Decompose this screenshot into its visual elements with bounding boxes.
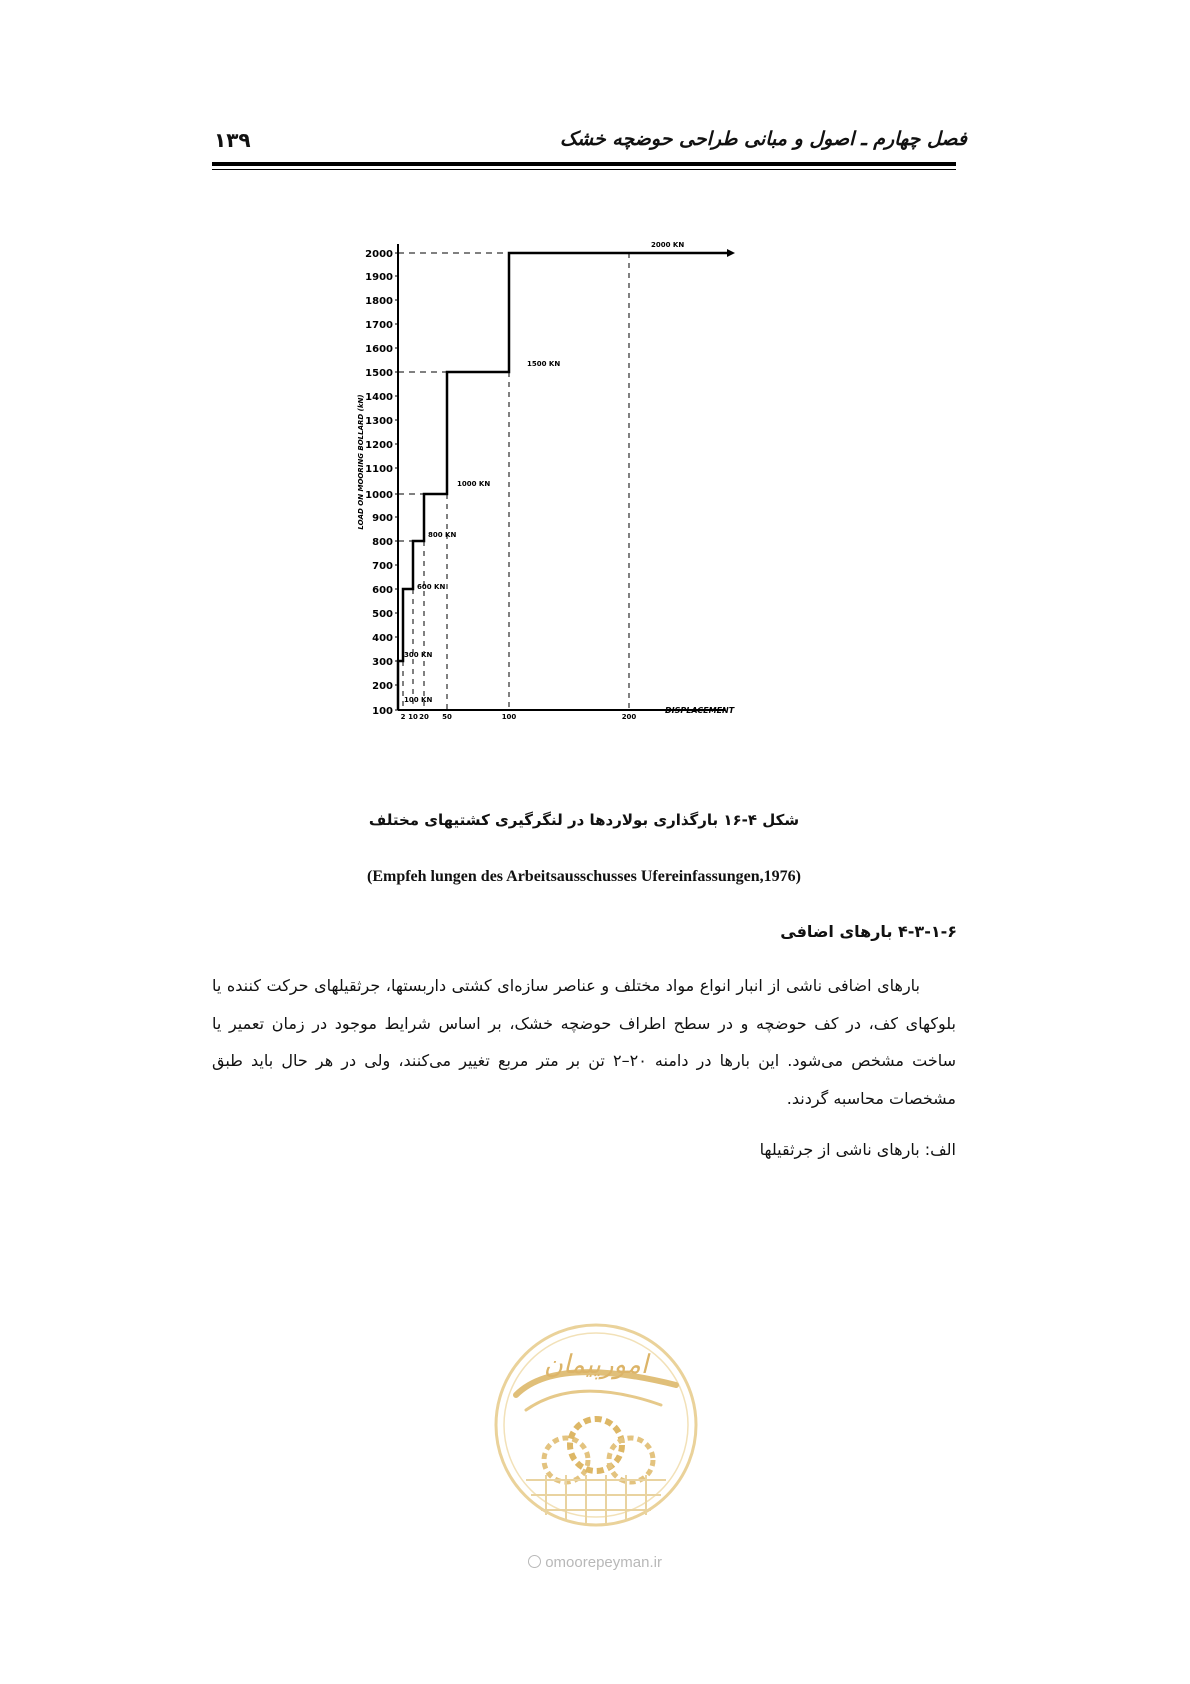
y-axis-title: LOAD ON MOORING BOLLARD (kN) (357, 394, 365, 530)
list-item-cranes: الف: بارهای ناشی از جرثقیلها (759, 1140, 956, 1159)
y-tick-label: 1200 (365, 440, 393, 451)
section-heading: ۴-۳-۱-۶ بارهای اضافی (780, 922, 957, 941)
load-step-arrowhead (727, 249, 735, 257)
load-step-line (398, 253, 727, 710)
y-tick-label: 1800 (365, 296, 393, 307)
x-axis-title: DISPLACEMENT (665, 706, 735, 715)
x-tick-label: 50 (442, 713, 452, 721)
y-tick-label: 1700 (365, 320, 393, 331)
y-tick-label: 2000 (365, 249, 393, 260)
watermark-url (470, 1554, 720, 1571)
y-tick-label: 1400 (365, 392, 393, 403)
watermark-logo-text: امورپیمان (543, 1350, 649, 1380)
step-label: 100 KN (404, 696, 433, 704)
figure-caption: شکل ۴-۱۶ بارگذاری بولاردها در لنگرگیری کشتیهای مختلف (368, 811, 800, 829)
y-tick-label: 600 (372, 585, 393, 596)
step-label: 600 KN (417, 583, 446, 591)
watermark-url-text: omoorepeyman.ir (545, 1554, 662, 1571)
y-tick-label: 800 (372, 537, 393, 548)
page-number: ۱۳۹ (214, 128, 251, 152)
step-label: 300 KN (404, 651, 433, 659)
header-rule-thin (212, 169, 956, 170)
body-paragraph-block (212, 967, 956, 1117)
step-label: 1500 KN (527, 360, 561, 368)
y-tick-label: 900 (372, 513, 393, 524)
y-tick-label: 500 (372, 609, 393, 620)
header-rule-thick (212, 162, 956, 166)
y-tick-label: 1100 (365, 464, 393, 475)
y-tick-label: 300 (372, 657, 393, 668)
step-label: 1000 KN (457, 480, 491, 488)
watermark-logo (486, 1315, 706, 1545)
x-tick-label: 10 (408, 713, 418, 721)
y-tick-label: 700 (372, 561, 393, 572)
running-header-title: فصل چهارم ـ اصول و مبانی طراحی حوضچه خشک (559, 128, 967, 150)
y-tick-label: 200 (372, 681, 393, 692)
y-tick-label: 100 (372, 706, 393, 717)
x-tick-label: 200 (621, 713, 637, 721)
step-label: 800 KN (428, 531, 457, 539)
y-tick-label: 1500 (365, 368, 393, 379)
y-tick-label: 1900 (365, 272, 393, 283)
y-tick-label: 1600 (365, 344, 393, 355)
x-tick-label: 100 (501, 713, 517, 721)
y-tick-label: 400 (372, 633, 393, 644)
body-paragraph: بارهای اضافی ناشی از انبار انواع مواد مختلف و عناصر سازه‌ای کشتی داربستها، جرثقیلهای حرکت کننده یا بلوکهای کف، در کف حوضچه و در سطح اطراف حوضچه خشک، بر اساس شرایط موجود در زمان تعمیر یا ساخت مشخص می‌شود. این بارها در دامنه ۲۰–۲ تن بر متر مربع تغییر می‌کنند، ولی در هر حال باید طبق مشخصات محاسبه گردند. (212, 976, 957, 1108)
step-label: 2000 KN (651, 241, 685, 249)
x-tick-label: 2 (400, 713, 406, 721)
y-tick-label: 1000 (365, 490, 393, 501)
bollard-load-chart (350, 232, 770, 752)
globe-icon (528, 1555, 541, 1568)
y-tick-label: 1300 (365, 416, 393, 427)
x-tick-label: 20 (419, 713, 429, 721)
figure-source: (Empfeh lungen des Arbeitsausschusses Ufereinfassungen,1976) (367, 868, 801, 885)
